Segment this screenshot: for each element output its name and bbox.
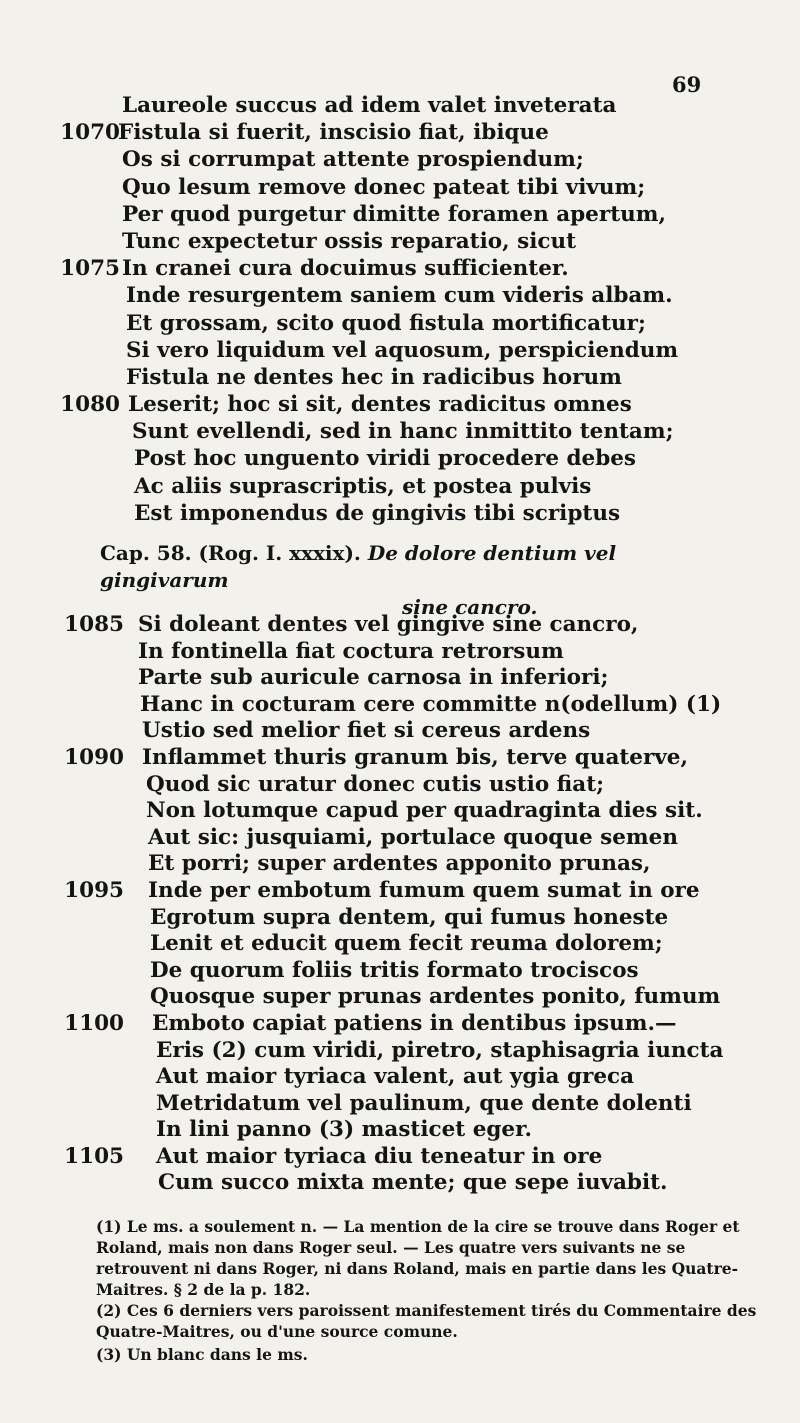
- verse-text: Si doleant dentes vel gingive sine cancro,: [138, 612, 639, 637]
- verse-text: Lenit et educit quem fecit reuma dolorem;: [150, 931, 663, 957]
- footnote-3: (3) Un blanc dans le ms.: [96, 1345, 308, 1364]
- verse-line: [0, 1170, 800, 1197]
- verse-line: [0, 201, 800, 228]
- verse-text: Hanc in cocturam cere committe n(odellum) (1): [140, 691, 722, 717]
- verse-text: Aut sic: jusquiami, portulace quoque semen: [148, 824, 678, 850]
- verse-text: Cum succo mixta mente; que sepe iuvabit.: [158, 1170, 668, 1196]
- verse-line: [0, 119, 800, 146]
- verse-text: Egrotum supra dentem, qui fumus honeste: [150, 904, 669, 930]
- verse-line: [0, 1064, 800, 1091]
- verse-line: [0, 337, 800, 364]
- footnotes: [96, 1216, 768, 1365]
- verse-line: [0, 984, 800, 1011]
- verse-text: Per quod purgetur dimitte foramen apertum,: [122, 201, 666, 227]
- verse-text: Inflammet thuris granum bis, terve quaterve,: [142, 744, 688, 770]
- verse-line: [0, 1038, 800, 1065]
- chapter-heading: [100, 540, 740, 621]
- chapter-title: De dolore dentium vel gingivarum: [100, 541, 617, 592]
- verse-text: Tunc expectetur ossis reparatio, sicut: [122, 228, 577, 254]
- verse-line: [0, 418, 800, 445]
- verse-text: Post hoc unguento viridi procedere debes: [134, 446, 637, 472]
- verse-line: [0, 255, 800, 282]
- verse-text: Aut maior tyriaca diu teneatur in ore: [156, 1143, 603, 1169]
- verse-line: [0, 931, 800, 958]
- verse-line: [0, 745, 800, 772]
- verse-text: Aut maior tyriaca valent, aut ygia greca: [156, 1064, 635, 1090]
- verse-text: De quorum foliis tritis formato trociscos: [150, 957, 639, 983]
- verse-line: [0, 851, 800, 878]
- verse-number: 1075: [60, 256, 120, 282]
- page-number: 69: [672, 72, 702, 97]
- verse-line: [0, 639, 800, 666]
- verse-number: 1090: [64, 744, 124, 770]
- verse-line: [0, 500, 800, 527]
- verse-text: Quod sic uratur donec cutis ustio fiat;: [146, 771, 605, 797]
- verse-line: [0, 1091, 800, 1118]
- verse-number: 1095: [64, 877, 124, 903]
- verse-line: [0, 391, 800, 418]
- verse-text: Et grossam, scito quod fistula mortificatur;: [126, 310, 646, 336]
- verse-line: [0, 174, 800, 201]
- verse-line: [0, 772, 800, 799]
- verse-text: Et porri; super ardentes apponito prunas,: [148, 851, 651, 877]
- verse-text: Emboto capiat patiens in dentibus ipsum.—: [152, 1010, 677, 1036]
- verse-text: Non lotumque capud per quadraginta dies sit.: [146, 798, 703, 824]
- verse-line: [0, 1117, 800, 1144]
- verse-line: [0, 364, 800, 391]
- footnote-1: (1) Le ms. a soulement n. — La mention de la cire se trouve dans Roger et Roland, mais non dans Roger seul. — Les quatre vers suivants ne se retrouvent ni dans Roger, ni dans Roland, mais en partie dans les Quatre-Maitres. § 2 de la p. 182.: [96, 1217, 740, 1299]
- verse-text: In cranei cura docuimus sufficienter.: [122, 256, 569, 282]
- footnote-2: (2) Ces 6 derniers vers paroissent manifestement tirés du Commentaire des Quatre-Maitres, ou d'une source comune.: [96, 1301, 757, 1341]
- verse-text: Inde per embotum fumum quem sumat in ore: [148, 877, 700, 903]
- verse-text: Laureole succus ad idem valet inveterata: [122, 93, 617, 118]
- chapter-label: Cap. 58. (Rog. I. xxxix).: [100, 541, 361, 565]
- verse-line: [0, 146, 800, 173]
- verse-line: [0, 445, 800, 472]
- verse-text: Ustio sed melior fiet si cereus ardens: [142, 718, 591, 744]
- verse-number: 1085: [64, 612, 124, 637]
- chapter-title-continued: sine cancro.: [402, 595, 538, 619]
- verse-number: 1070: [60, 120, 120, 146]
- verse-text: Si vero liquidum vel aquosum, perspiciendum: [126, 337, 679, 363]
- verse-line: [0, 1011, 800, 1038]
- verse-text: Quosque super prunas ardentes ponito, fumum: [150, 984, 721, 1010]
- verse-line: [0, 310, 800, 337]
- verse-text: Fistula si fuerit, inscisio fiat, ibique: [118, 120, 549, 146]
- verse-text: Est imponendus de gingivis tibi scriptus: [134, 500, 621, 526]
- verse-text: Ac aliis suprascriptis, et postea pulvis: [134, 473, 592, 499]
- verse-text: Quo lesum remove donec pateat tibi vivum;: [122, 174, 646, 200]
- verse-block-bottom: [0, 612, 800, 1197]
- verse-line: [0, 282, 800, 309]
- verse-number: 1100: [64, 1010, 124, 1036]
- verse-text: Leserit; hoc si sit, dentes radicitus omnes: [128, 392, 632, 418]
- verse-line: [0, 612, 800, 639]
- verse-text: Eris (2) cum viridi, piretro, staphisagria iuncta: [156, 1037, 724, 1063]
- verse-line: [0, 92, 800, 119]
- verse-line: [0, 958, 800, 985]
- verse-text: Metridatum vel paulinum, que dente dolenti: [156, 1090, 692, 1116]
- verse-line: [0, 798, 800, 825]
- verse-line: [0, 692, 800, 719]
- verse-line: [0, 825, 800, 852]
- verse-line: [0, 878, 800, 905]
- verse-number: 1080: [60, 392, 120, 418]
- verse-text: In fontinella fiat coctura retrorsum: [138, 638, 564, 664]
- verse-text: Inde resurgentem saniem cum videris albam.: [126, 283, 673, 309]
- verse-text: Parte sub auricule carnosa in inferiori;: [138, 665, 609, 691]
- verse-text: Sunt evellendi, sed in hanc inmittito tentam;: [132, 419, 674, 445]
- verse-text: Os si corrumpat attente prospiendum;: [122, 147, 584, 173]
- verse-line: [0, 228, 800, 255]
- verse-line: [0, 1144, 800, 1171]
- verse-line: [0, 905, 800, 932]
- verse-line: [0, 718, 800, 745]
- verse-line: [0, 665, 800, 692]
- verse-text: Fistula ne dentes hec in radicibus horum: [126, 364, 622, 390]
- verse-line: [0, 473, 800, 500]
- verse-text: In lini panno (3) masticet eger.: [156, 1117, 532, 1143]
- verse-number: 1105: [64, 1143, 124, 1169]
- verse-block-top: [0, 92, 800, 527]
